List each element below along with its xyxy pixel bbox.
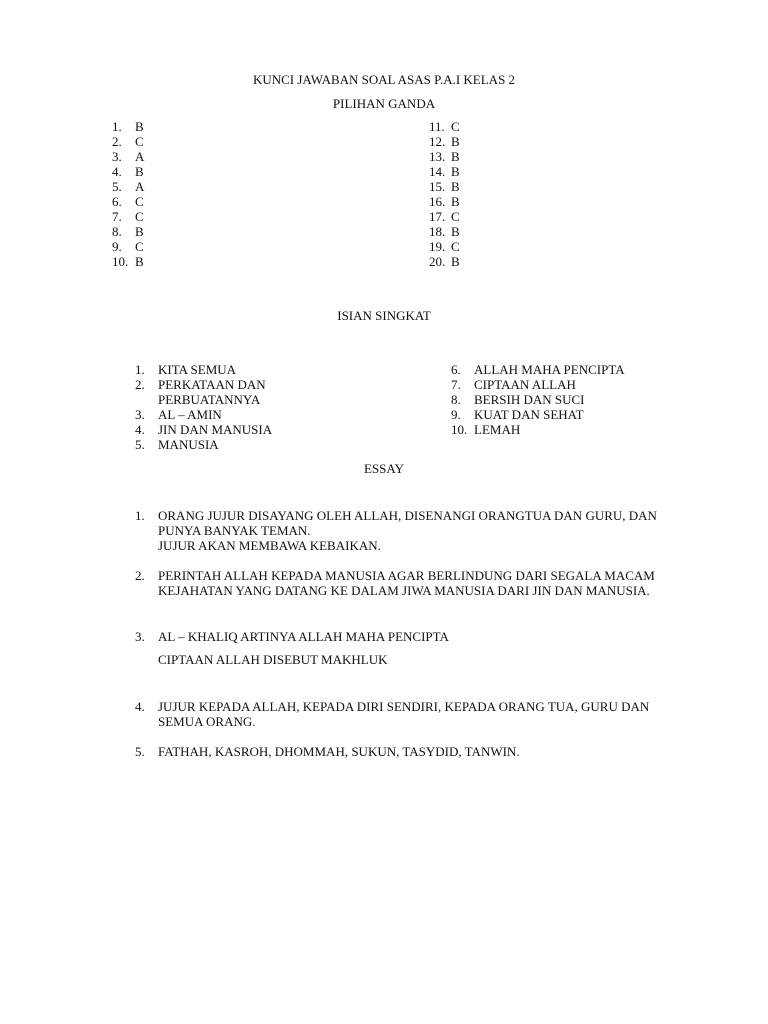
document-title: KUNCI JAWABAN SOAL ASAS P.A.I KELAS 2 [252, 72, 516, 87]
list-item: 12. B [429, 134, 460, 149]
isian-singkat-heading: ISIAN SINGKAT [337, 308, 431, 323]
list-item: 5. MANUSIA [135, 437, 219, 452]
essay-item: 4. JUJUR KEPADA ALLAH, KEPADA DIRI SENDIRI, KEPADA ORANG TUA, GURU DAN SEMUA ORANG. [135, 699, 650, 729]
pilihan-ganda-right-list [429, 119, 460, 269]
list-item: 5. A [112, 179, 145, 194]
list-item: 17. C [429, 209, 460, 224]
essay-item: 3. AL – KHALIQ ARTINYA ALLAH MAHA PENCIPTA [135, 629, 449, 644]
essay-extra-line: CIPTAAN ALLAH DISEBUT MAKHLUK [158, 652, 388, 667]
isian-singkat-left-list [135, 362, 315, 452]
essay-item: 2. PERINTAH ALLAH KEPADA MANUSIA AGAR BERLINDUNG DARI SEGALA MACAM KEJAHATAN YANG DATANG KE DALAM JIWA MANUSIA DARI JIN DAN MANUSIA. [135, 568, 655, 598]
essay-item: 5. FATHAH, KASROH, DHOMMAH, SUKUN, TASYDID, TANWIN. [135, 744, 520, 759]
list-item: 2. PERKATAAN DAN PERBUATANNYA [135, 377, 266, 407]
list-item: 13. B [429, 149, 460, 164]
list-item: 10. B [112, 254, 144, 269]
list-item: 1. B [112, 119, 144, 134]
list-item: 4. JIN DAN MANUSIA [135, 422, 273, 437]
list-item: 10. LEMAH [451, 422, 521, 437]
list-item: 19. C [429, 239, 460, 254]
list-item: 8. B [112, 224, 144, 239]
list-item: 6. ALLAH MAHA PENCIPTA [451, 362, 625, 377]
list-item: 3. AL – AMIN [135, 407, 222, 422]
list-item: 2. C [112, 134, 144, 149]
list-item: 14. B [429, 164, 460, 179]
list-item: 8. BERSIH DAN SUCI [451, 392, 585, 407]
pilihan-ganda-heading: PILIHAN GANDA [332, 96, 436, 111]
list-item: 6. C [112, 194, 144, 209]
essay-item: 1. ORANG JUJUR DISAYANG OLEH ALLAH, DISENANGI ORANGTUA DAN GURU, DAN PUNYA BANYAK TEMAN. JUJUR AKAN MEMBAWA KEBAIKAN. [135, 508, 657, 553]
essay-heading: ESSAY [364, 461, 404, 476]
list-item: 7. C [112, 209, 144, 224]
list-item: 7. CIPTAAN ALLAH [451, 377, 576, 392]
list-item: 11. C [429, 119, 460, 134]
list-item: 15. B [429, 179, 460, 194]
list-item: 18. B [429, 224, 460, 239]
list-item: 1. KITA SEMUA [135, 362, 237, 377]
list-item: 9. C [112, 239, 144, 254]
list-item: 3. A [112, 149, 145, 164]
list-item: 20. B [429, 254, 460, 269]
pilihan-ganda-left-list [112, 119, 144, 269]
isian-singkat-right-list [451, 362, 691, 437]
list-item: 9. KUAT DAN SEHAT [451, 407, 584, 422]
list-item: 16. B [429, 194, 460, 209]
list-item: 4. B [112, 164, 144, 179]
